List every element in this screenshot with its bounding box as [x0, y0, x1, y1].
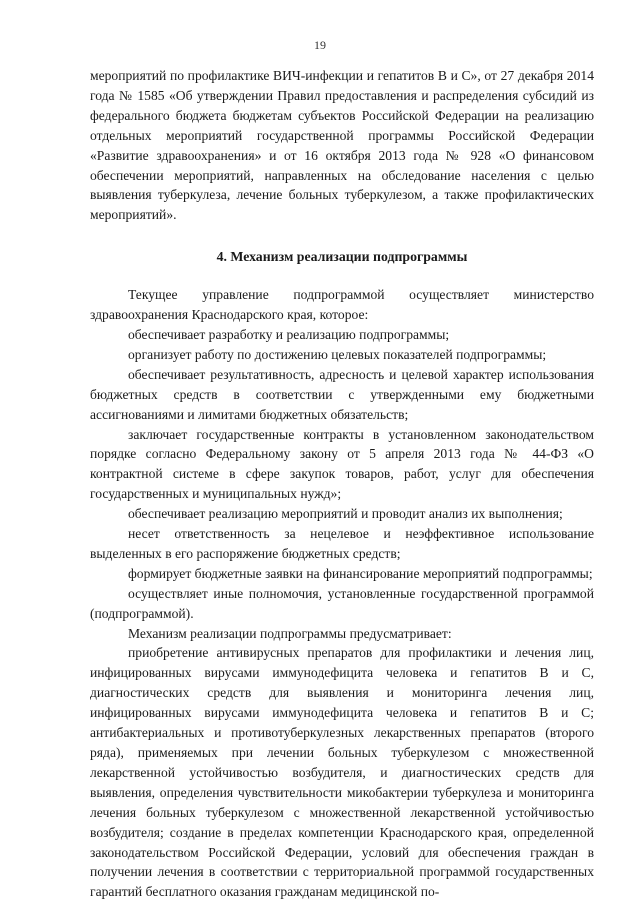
continuation-paragraph: мероприятий по профилактике ВИЧ-инфекции и гепатитов В и С», от 27 декабря 2014 года № 1585 «Об утверждении Правил предоставления и распределения субсидий из федерального бюджета бюджетам субъектов Российской Федерации на реализацию отдельных мероприятий государственной программы Российской Федерации «Развитие здравоохранения» и от 16 октября 2013 года № 928 «О финансовом обеспечении мероприятий, направленных на обследование населения с целью выявления туберкулеза, лечение больных туберкулезом, а также профилактических мероприятий». [90, 68, 594, 223]
page-number: 19 [314, 38, 326, 52]
list-item: обеспечивает разработку и реализацию подпрограммы; [128, 326, 450, 342]
list-item: обеспечивает реализацию мероприятий и проводит анализ их выполнения; [128, 506, 563, 522]
paragraph-mechanism: Механизм реализации подпрограммы предусматривает: [128, 625, 452, 641]
list-item: несет ответственность за нецелевое и неэффективное использование выделенных в его распоряжение бюджетных средств; [90, 526, 594, 561]
list-item: организует работу по достижению целевых показателей подпрограммы; [128, 346, 547, 362]
section-heading: 4. Механизм реализации подпрограммы [216, 249, 468, 265]
list-item: приобретение антивирусных препаратов для профилактики и лечения лиц, инфицированных вирусами иммунодефицита человека и гепатитов В и С, диагностических средств для выявления и мониторинга лечения лиц, инфицированных вирусами иммунодефицита человека и гепатитов В и С; антибактериальных и противотуберкулезных лекарственных препаратов (второго ряда), применяемых при лечении больных туберкулезом с множественной лекарственной устойчивостью возбудителя, и диагностических средств для выявления, определения чувствительности микобактерии туберкулеза и мониторинга лечения больных туберкулезом с множественной лекарственной устойчивостью возбудителя; создание в пределах компетенции Краснодарского края, определенной законодательством Российской Федерации, условий для обеспечения граждан в получении лечения в соответствии с территориальной программой государственных гарантий бесплатного оказания гражданам медицинской по- [90, 645, 594, 900]
list-item: обеспечивает результативность, адресность и целевой характер использования бюджетных средств в соответствии с утвержденными ему бюджетными ассигнованиями и лимитами бюджетных обязательств; [90, 366, 594, 422]
page-content [90, 66, 594, 902]
list-item: заключает государственные контракты в установленном законодательством порядке согласно Федеральному закону от 5 апреля 2013 года № 44-ФЗ «О контрактной системе в сфере закупок товаров, работ, услуг для обеспечения государственных и муниципальных нужд»; [90, 426, 594, 502]
paragraph-intro: Текущее управление подпрограммой осуществляет министерство здравоохранения Краснодарского края, которое: [90, 287, 594, 323]
list-item: формирует бюджетные заявки на финансирование мероприятий подпрограммы; [128, 565, 593, 581]
list-item: осуществляет иные полномочия, установленные государственной программой (подпрограммой). [90, 585, 594, 621]
